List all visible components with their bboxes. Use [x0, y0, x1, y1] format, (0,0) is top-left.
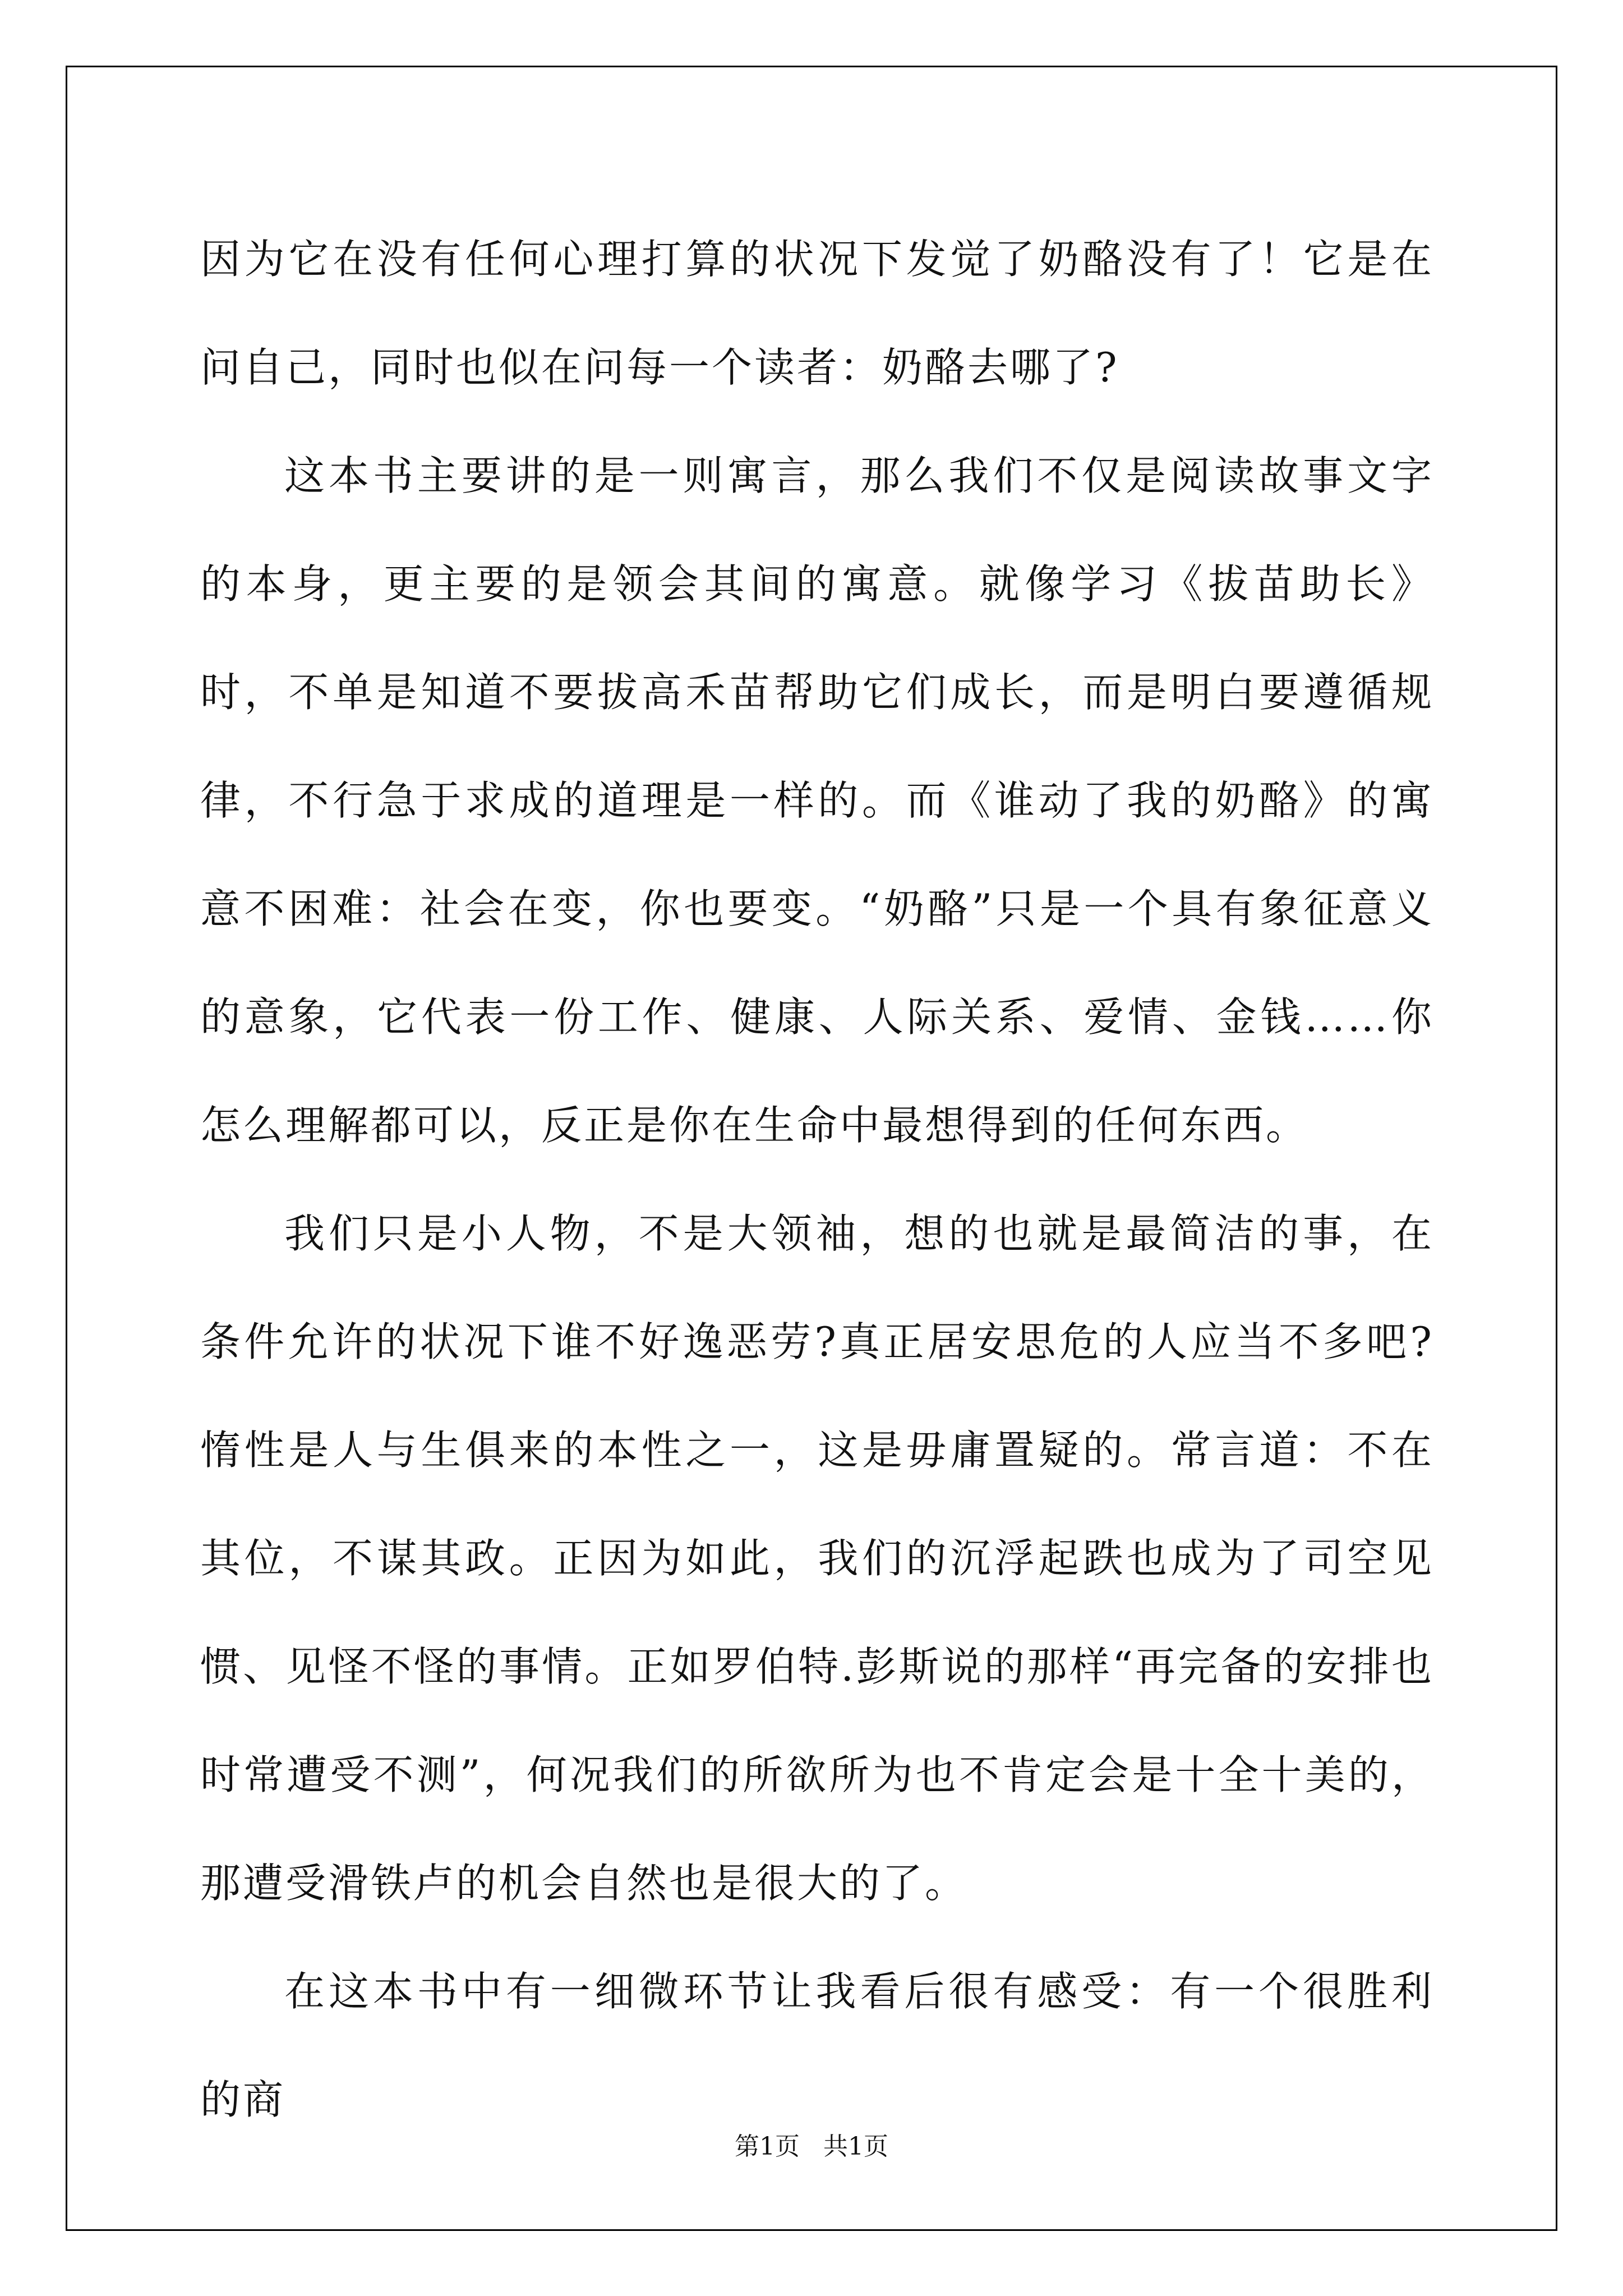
- paragraph-3: 我们只是小人物，不是大领袖，想的也就是最简洁的事，在条件允许的状况下谁不好逸恶劳?真正居安思危的人应当不多吧?惰性是人与生俱来的本性之一，这是毋庸置疑的。常言道：不在其位，不谋其政。正因为如此，我们的沉浮起跌也成为了司空见惯、见怪不怪的事情。正如罗伯特.彭斯说的那样“再完备的安排也时常遭受不测”，何况我们的所欲所为也不肯定会是十全十美的，那遭受滑铁卢的机会自然也是很大的了。: [200, 1210, 1434, 1907]
- paragraph-4: 在这本书中有一细微环节让我看后很有感受：有一个很胜利的商: [200, 1968, 1434, 2123]
- page-footer: 第1页 共1页: [735, 2132, 888, 2161]
- document-body: [200, 205, 1434, 2154]
- paragraph-1: 因为它在没有任何心理打算的状况下发觉了奶酪没有了！它是在问自己，同时也似在问每一个读者：奶酪去哪了?: [200, 236, 1434, 391]
- paragraph-2: 这本书主要讲的是一则寓言，那么我们不仅是阅读故事文字的本身，更主要的是领会其间的寓意。就像学习《拔苗助长》时，不单是知道不要拔高禾苗帮助它们成长，而是明白要遵循规律，不行急于求成的道理是一样的。而《谁动了我的奶酪》的寓意不困难：社会在变，你也要变。“奶酪”只是一个具有象征意义的意象，它代表一份工作、健康、人际关系、爱情、金钱……你怎么理解都可以，反正是你在生命中最想得到的任何东西。: [200, 452, 1434, 1149]
